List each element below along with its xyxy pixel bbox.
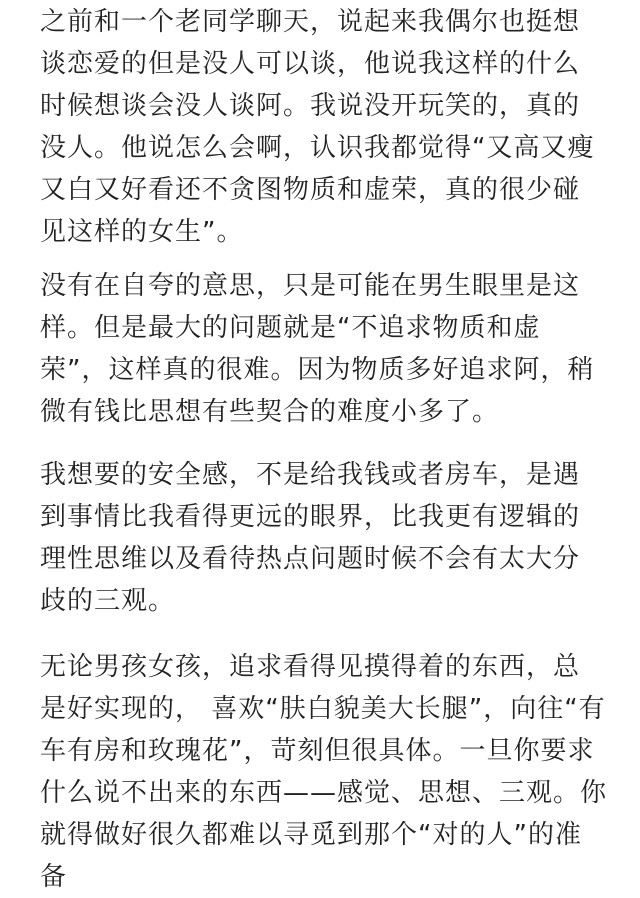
text-line: 什么说不出来的东西——感觉、思想、三观。你 [40,778,608,808]
text-line: 荣”，这样真的很难。因为物质多好追求阿，稍 [40,355,595,385]
paragraph-4 [40,646,607,898]
text-line: 谈恋爱的但是没人可以谈，他说我这样的什么 [40,49,581,79]
text-line: 我想要的安全感，不是给我钱或者房车，是遇 [40,460,581,490]
text-line: 样。但是最大的问题就是“不追求物质和虚 [40,313,541,343]
text-line: 之前和一个老同学聊天，说起来我偶尔也挺想 [40,7,581,37]
text-line: 就得做好很久都难以寻觅到那个“对的人”的准 [40,820,582,850]
text-line: 没人。他说怎么会啊，认识我都觉得“又高又瘦 [40,133,595,163]
paragraph-3 [40,454,580,622]
text-line: 备 [40,862,68,892]
text-line: 时候想谈会没人谈阿。我说没开玩笑的，真的 [40,91,581,121]
text-line: 歧的三观。 [40,586,176,616]
text-line: 见这样的女生”。 [40,217,244,247]
text-line: 车有房和玫瑰花”，苛刻但很具体。一旦你要求 [40,736,595,766]
text-line: 是好实现的， 喜欢“肤白貌美大长腿”，向往“有 [40,694,606,724]
text-line: 没有在自夸的意思，只是可能在男生眼里是这 [40,271,581,301]
text-line: 到事情比我看得更远的眼界，比我更有逻辑的 [40,502,581,532]
text-line: 微有钱比思想有些契合的难度小多了。 [40,397,500,427]
paragraph-2 [40,265,594,433]
text-line: 无论男孩女孩，追求看得见摸得着的东西，总 [40,652,581,682]
text-line: 理性思维以及看待热点问题时候不会有太大分 [40,544,581,574]
paragraph-1 [40,1,594,253]
text-line: 又白又好看还不贪图物质和虚荣，真的很少碰 [40,175,581,205]
